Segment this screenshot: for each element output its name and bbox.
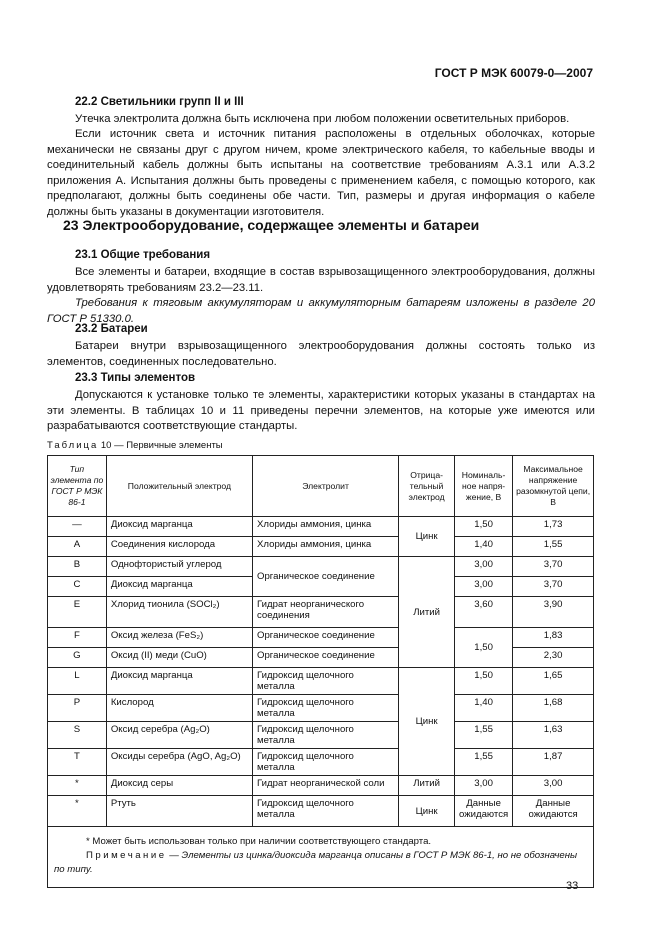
table-cell: 1,55	[454, 722, 512, 749]
table-cell: Диоксид серы	[106, 776, 252, 796]
table-cell: Гидроксид щелочного металла	[253, 749, 399, 776]
paragraph: Если источник света и источник питания расположены в отдельных оболочках, которые механически не связаны друг с другом ничем, кроме электрического кабеля, то кабельные вводы и соединительный кабель должны быть испытаны на соответствие требованиям А.3.1 или А.3.2 приложения А. Испытания должны быть проведены с применением кабеля, с помощью которого, как предполагают, должны быть соединены обе части. Тип, размеры и другая информация о кабеле должны быть указаны в документации изготовителя.	[47, 128, 595, 218]
table-cell: A	[48, 537, 107, 557]
table-cell: *	[48, 776, 107, 796]
table-cell	[48, 827, 594, 888]
document-header: ГОСТ Р МЭК 60079-0—2007	[434, 66, 593, 80]
paragraph: Батареи внутри взрывозащищенного электрооборудования должны состоять только из элементов, соединенных последовательно.	[47, 340, 595, 368]
table-cell: 3,00	[454, 557, 512, 577]
table-cell: Цинк	[399, 668, 455, 776]
table-cell: P	[48, 695, 107, 722]
table-row	[48, 722, 594, 749]
table-cell: Однофтористый углерод	[106, 557, 252, 577]
table-footnote: * Может быть использован только при наличии соответствующего стандарта.	[86, 836, 432, 847]
section-23-1-heading: 23.1 Общие требования	[75, 249, 211, 261]
table-cell: Данные ожидаются	[513, 796, 594, 827]
table-cell: 1,68	[513, 695, 594, 722]
paragraph: Утечка электролита должна быть исключена при любом положении осветительных приборов.	[75, 113, 570, 125]
column-header: Электролит	[253, 456, 399, 517]
table-cell: C	[48, 577, 107, 597]
section-23-2-heading: 23.2 Батареи	[75, 323, 148, 335]
table-cell: 3,70	[513, 577, 594, 597]
table-cell: 3,00	[454, 577, 512, 597]
table-cell: F	[48, 628, 107, 648]
table-cell: 1,83	[513, 628, 594, 648]
table-header-row	[48, 456, 594, 517]
table-cell: Гидроксид щелочного металла	[253, 668, 399, 695]
table-cell: Гидрат неорганической соли	[253, 776, 399, 796]
table-row	[48, 557, 594, 577]
table-cell: Органическое соединение	[253, 628, 399, 648]
table-cell: Ртуть	[106, 796, 252, 827]
paragraph: Требования к тяговым аккумуляторам и аккумуляторным батареям изложены в разделе 20 ГОСТ Р 51330.0.	[47, 297, 595, 325]
section-23-3-heading: 23.3 Типы элементов	[75, 372, 196, 384]
table-cell: 3,00	[454, 776, 512, 796]
table-cell: 1,50	[454, 517, 512, 537]
table-row	[48, 796, 594, 827]
table-cell: Гидроксид щелочного металла	[253, 722, 399, 749]
table-row	[48, 597, 594, 628]
section-22-2-heading: 22.2 Светильники групп II и III	[75, 96, 244, 108]
table-cell: T	[48, 749, 107, 776]
table-cell: Кислород	[106, 695, 252, 722]
table-cell: 3,90	[513, 597, 594, 628]
column-header: Номиналь-ное напря-жение, В	[454, 456, 512, 517]
table-footnote-row	[48, 827, 594, 888]
table-cell: 1,55	[513, 537, 594, 557]
table-cell: Оксид серебра (Ag₂O)	[106, 722, 252, 749]
table-cell: Оксиды серебра (AgO, Ag₂O)	[106, 749, 252, 776]
paragraph: Допускаются к установке только те элементы, характеристики которых указаны в стандартах на эти элементы. В таблицах 10 и 11 приведены перечни элементов, на которые уже имеются или разрабатываются соответствующие стандарты.	[47, 389, 595, 433]
table-row	[48, 776, 594, 796]
page-number: 33	[566, 880, 579, 892]
table-cell: Гидроксид щелочного металла	[253, 695, 399, 722]
table-cell: Литий	[399, 557, 455, 668]
table-row	[48, 749, 594, 776]
table-cell: B	[48, 557, 107, 577]
table-cell: Соединения кислорода	[106, 537, 252, 557]
table-row	[48, 695, 594, 722]
table-cell: S	[48, 722, 107, 749]
table-cell: 1,55	[454, 749, 512, 776]
table-cell: 1,40	[454, 537, 512, 557]
table-cell: 2,30	[513, 648, 594, 668]
table-row	[48, 537, 594, 557]
table-cell: *	[48, 796, 107, 827]
table-cell: Хлориды аммония, цинка	[253, 517, 399, 537]
column-header: Положительный электрод	[106, 456, 252, 517]
table-cell: Органическое соединение	[253, 648, 399, 668]
table-cell: 1,63	[513, 722, 594, 749]
table-row	[48, 517, 594, 537]
table-cell: 1,87	[513, 749, 594, 776]
table-cell: Оксид железа (FeS₂)	[106, 628, 252, 648]
table-cell: Оксид (II) меди (CuO)	[106, 648, 252, 668]
table-cell: Органическое соединение	[253, 557, 399, 597]
column-header: Тип элемента по ГОСТ Р МЭК 86-1	[48, 456, 107, 517]
table-cell: E	[48, 597, 107, 628]
table-cell: L	[48, 668, 107, 695]
section-23-heading: 23 Электрооборудование, содержащее элементы и батареи	[63, 217, 480, 233]
table-cell: 1,40	[454, 695, 512, 722]
column-header: Отрица-тельный электрод	[399, 456, 455, 517]
table-cell: 1,50	[454, 668, 512, 695]
table-cell: G	[48, 648, 107, 668]
primary-cells-table	[47, 455, 594, 888]
table-cell: Хлориды аммония, цинка	[253, 537, 399, 557]
table-note: Примечание — Элементы из цинка/диоксида марганца описаны в ГОСТ Р МЭК 86-1, но не обозначены по типу.	[54, 850, 578, 875]
table-row	[48, 628, 594, 648]
table-cell: 3,70	[513, 557, 594, 577]
table-cell: Диоксид марганца	[106, 668, 252, 695]
table-cell: Диоксид марганца	[106, 517, 252, 537]
table-cell: 3,00	[513, 776, 594, 796]
table-cell: Гидрат неорганического соединения	[253, 597, 399, 628]
table-cell: Литий	[399, 776, 455, 796]
column-header: Максимальное напряжение разомкнутой цепи, В	[513, 456, 594, 517]
table-caption: Таблица 10 — Первичные элементы	[47, 440, 223, 451]
table-cell: 1,65	[513, 668, 594, 695]
paragraph: Все элементы и батареи, входящие в состав взрывозащищенного электрооборудования, должны удовлетворять требованиям 23.2—23.11.	[47, 266, 595, 294]
table-cell: Гидроксид щелочного металла	[253, 796, 399, 827]
table-cell: Цинк	[399, 517, 455, 557]
table-cell: 3,60	[454, 597, 512, 628]
table-cell: Цинк	[399, 796, 455, 827]
table-cell: Хлорид тионила (SOCl₂)	[106, 597, 252, 628]
table-cell: 1,50	[454, 628, 512, 668]
table-cell: Данные ожидаются	[454, 796, 512, 827]
table-row	[48, 668, 594, 695]
table-cell: 1,73	[513, 517, 594, 537]
table-cell: —	[48, 517, 107, 537]
table-cell: Диоксид марганца	[106, 577, 252, 597]
